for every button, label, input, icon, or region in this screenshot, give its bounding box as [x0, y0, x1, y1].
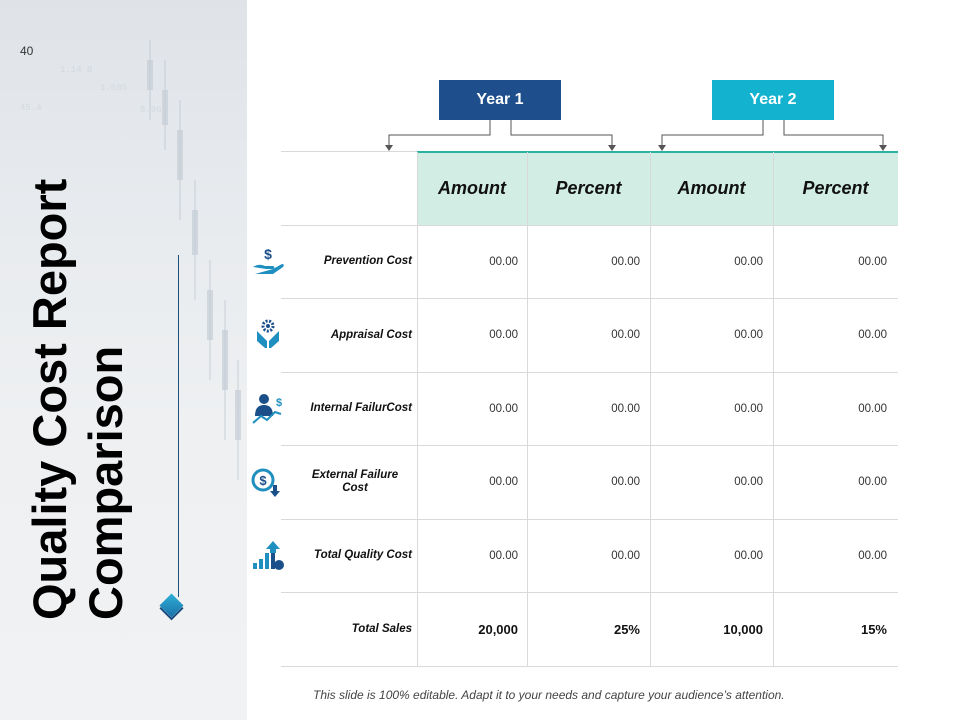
table-cell: 00.00: [858, 549, 887, 562]
title-accent-line: [178, 255, 179, 597]
table-cell: 00.00: [489, 329, 518, 341]
column-header-percent-year1: Percent: [555, 178, 622, 198]
column-header-percent-year2: Percent: [802, 178, 869, 198]
table-cell-total: 25%: [613, 621, 640, 637]
table-cell-total: 20,000: [478, 621, 518, 637]
table-cell: 00.00: [734, 476, 763, 488]
column-header-amount-year1: Amount: [438, 178, 506, 198]
row-label-total-sales: Total Sales: [351, 622, 412, 635]
title-line-2: Comparison: [79, 345, 132, 620]
table-cell: 00.00: [611, 476, 640, 488]
row-label-prevention-cost: Prevention Cost: [323, 255, 412, 267]
title-line-1: Quality Cost Report: [23, 178, 76, 620]
year-1-header: Year 1: [439, 80, 561, 120]
table-cell: 00.00: [858, 476, 887, 488]
svg-text:$: $: [276, 397, 283, 409]
table-cell: 00.00: [611, 255, 640, 268]
dollar-hand-icon: [249, 245, 287, 279]
svg-text:$: $: [264, 246, 272, 262]
table-cell: 00.00: [489, 402, 518, 415]
dollar-down-icon: [249, 465, 287, 499]
table-cell: 00.00: [734, 329, 763, 341]
table-cell: 00.00: [858, 329, 887, 341]
row-label-total-quality-cost: Total Quality Cost: [314, 549, 412, 561]
gear-hands-icon: [249, 317, 287, 351]
table-cell: 00.00: [734, 402, 763, 415]
table-cell: 00.00: [734, 255, 763, 268]
table-cell: 00.00: [858, 402, 887, 415]
footer-note: This slide is 100% editable. Adapt it to your needs and capture your audience’s attention.: [313, 688, 785, 702]
row-label-internal-failure-cost: Internal FailurCost: [310, 402, 412, 414]
table-cell-total: 15%: [860, 621, 887, 637]
table-cell: 00.00: [489, 255, 518, 268]
svg-text:1.685: 1.685: [100, 83, 128, 93]
table-cell: 00.00: [611, 329, 640, 341]
table-cell: 00.00: [611, 402, 640, 415]
column-header-amount-year2: Amount: [677, 178, 746, 198]
growth-chart-icon: [249, 539, 287, 573]
page-title: [22, 140, 142, 620]
person-dollar-chart-icon: [249, 392, 287, 426]
svg-text:8.96: 8.96: [140, 105, 162, 115]
table-cell: 00.00: [734, 549, 763, 562]
table-cell-total: 10,000: [723, 621, 763, 637]
row-label-external-failure-cost: External Failure Cost: [311, 469, 399, 494]
svg-text:1.14 B: 1.14 B: [60, 65, 93, 75]
table-rule: [281, 666, 898, 667]
svg-text:$: $: [259, 473, 267, 488]
year-2-header: Year 2: [712, 80, 834, 120]
svg-text:45.4: 45.4: [20, 103, 42, 113]
table-cell: 00.00: [489, 476, 518, 488]
table-rule: [281, 151, 417, 152]
table-cell: 00.00: [858, 255, 887, 268]
table-cell: 00.00: [489, 549, 518, 562]
table-cell: 00.00: [611, 549, 640, 562]
slide-number: 40: [20, 44, 34, 58]
row-label-appraisal-cost: Appraisal Cost: [330, 328, 412, 341]
year-connector-arrows: [0, 0, 960, 160]
